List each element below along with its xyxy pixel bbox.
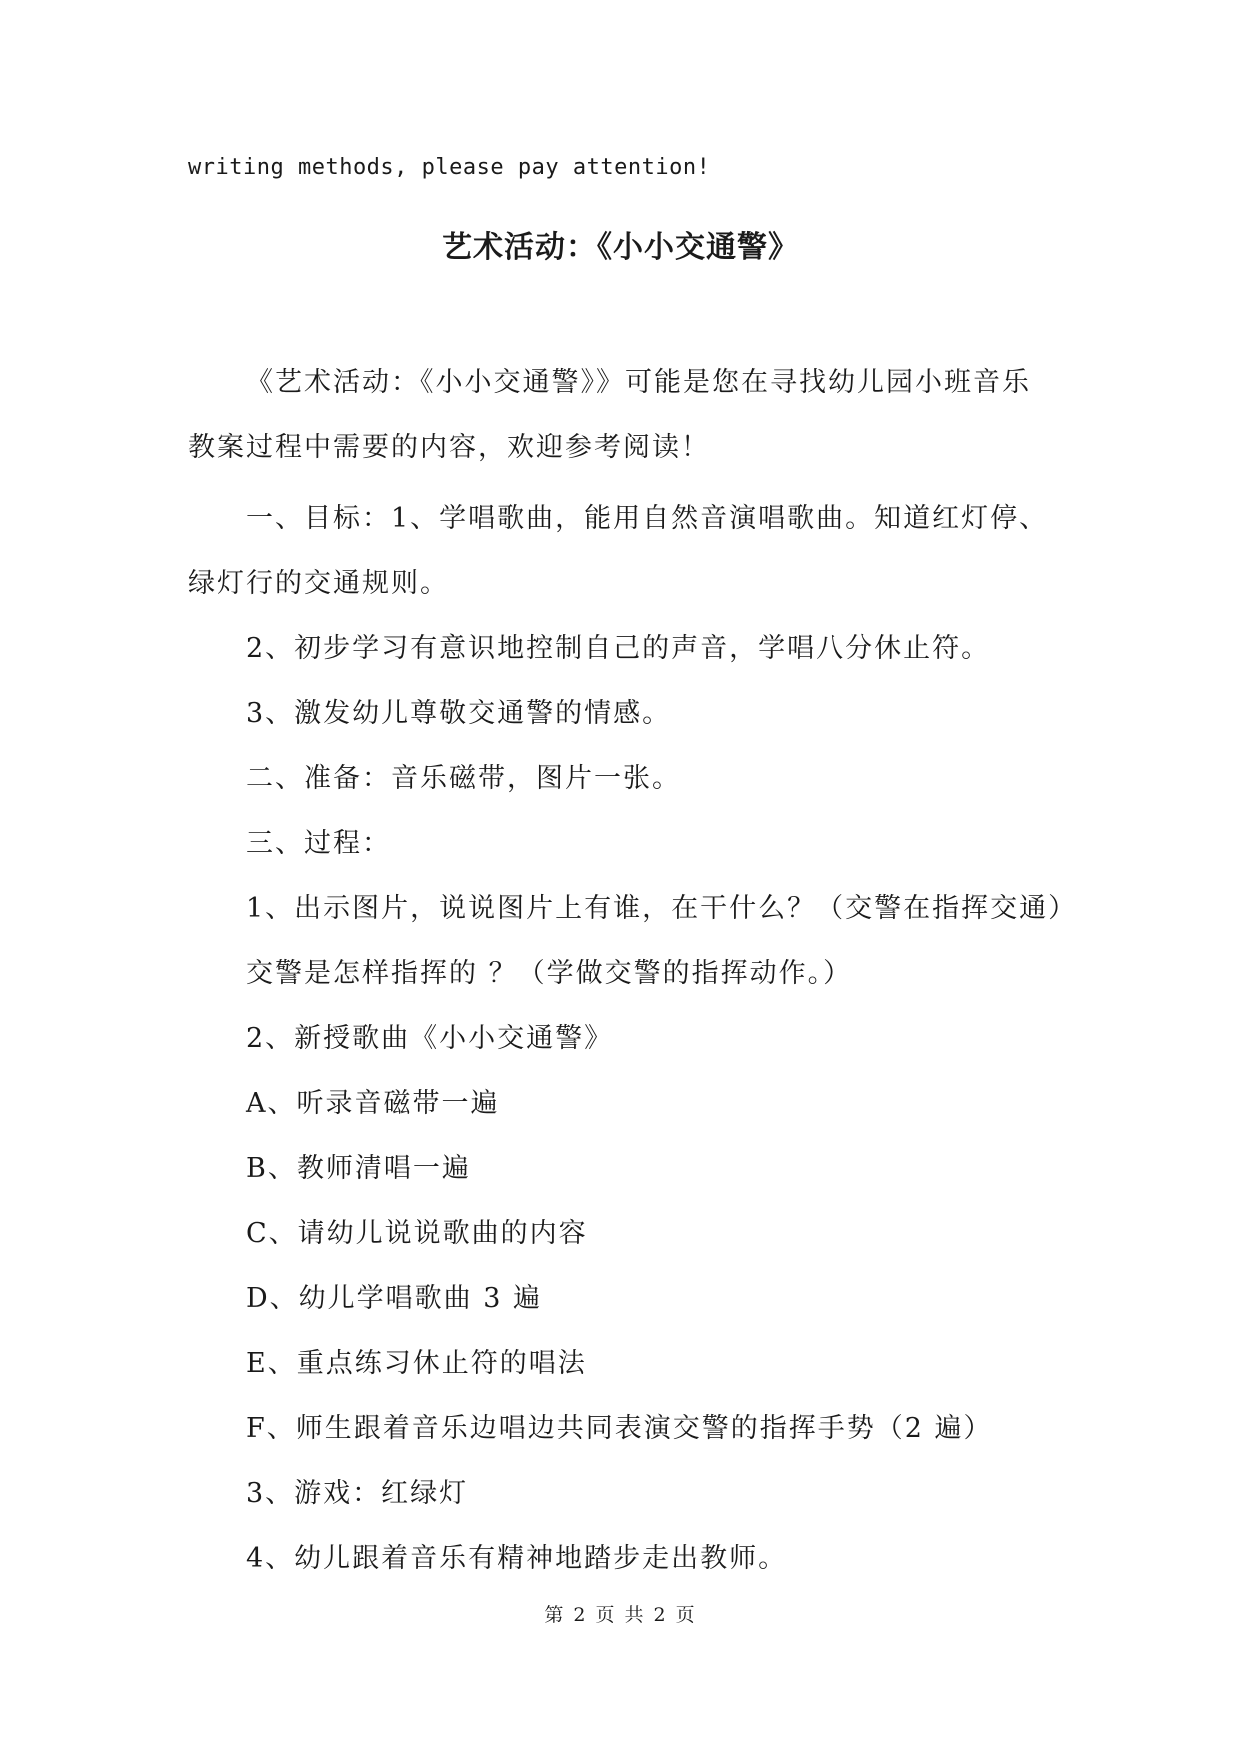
body-line: B、教师清唱一遍: [246, 1153, 471, 1184]
body-line: 交警是怎样指挥的 ？（学做交警的指挥动作。）: [246, 958, 853, 989]
body-line: 2、初步学习有意识地控制自己的声音，学唱八分休止符。: [246, 633, 991, 664]
body-line: 一、目标：1、学唱歌曲，能用自然音演唱歌曲。知道红灯停、: [246, 503, 1049, 534]
body-line: 3、游戏：红绿灯: [246, 1478, 469, 1509]
body-line: F、师生跟着音乐边唱边共同表演交警的指挥手势（2 遍）: [246, 1413, 993, 1444]
body-line: A、听录音磁带一遍: [246, 1088, 500, 1119]
document-body: [188, 350, 1078, 1591]
page-footer: 第 2 页 共 2 页: [544, 1604, 697, 1626]
header-fragment: writing methods, please pay attention!: [188, 155, 711, 180]
body-line: 4、幼儿跟着音乐有精神地踏步走出教师。: [246, 1543, 788, 1574]
body-line: E、重点练习休止符的唱法: [246, 1348, 587, 1379]
intro-paragraph: 《艺术活动：《小小交通警》》可能是您在寻找幼儿园小班音乐教案过程中需要的内容，欢迎参考阅读！: [188, 367, 1031, 463]
body-line: 三、过程：: [246, 828, 391, 859]
body-lines: [188, 486, 1078, 1591]
page-title: 艺术活动：《小小交通警》: [442, 230, 799, 265]
body-line: 绿灯行的交通规则。: [188, 568, 449, 599]
body-line: 二、准备：音乐磁带，图片一张。: [246, 763, 681, 794]
body-line: 1、出示图片，说说图片上有谁，在干什么？（交警在指挥交通）: [246, 893, 1078, 924]
body-line: D、幼儿学唱歌曲 3 遍: [246, 1283, 542, 1314]
body-line: C、请幼儿说说歌曲的内容: [246, 1218, 588, 1249]
body-line: 2、新授歌曲《小小交通警》: [246, 1023, 614, 1054]
body-line: 3、激发幼儿尊敬交通警的情感。: [246, 698, 672, 729]
